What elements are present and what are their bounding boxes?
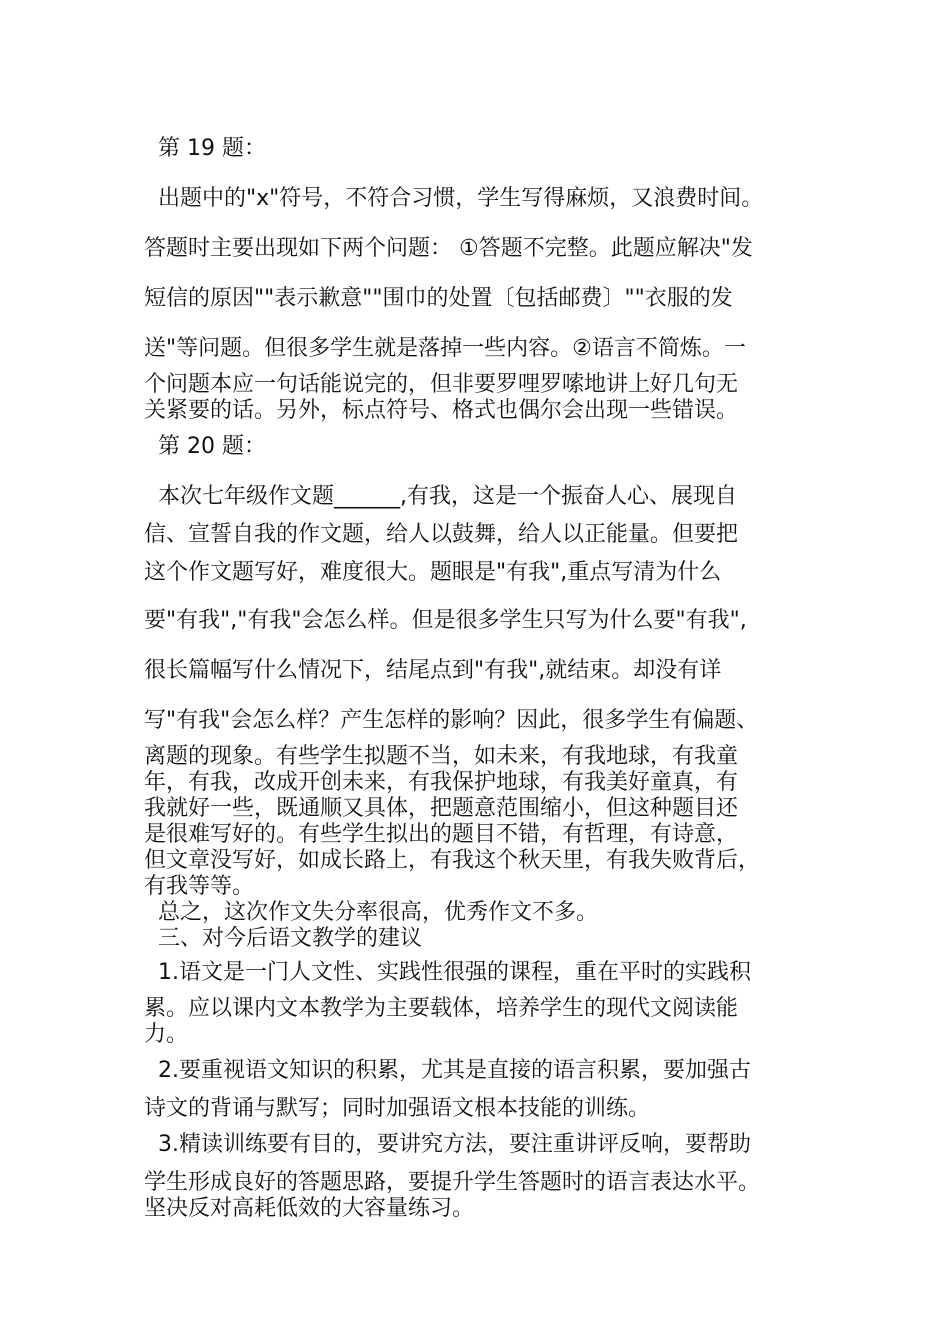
paragraph-line: 短信的原因""表示歉意""围巾的处置〔包括邮费〕""衣服的发 [144,286,733,311]
section-three-heading: 三、对今后语文教学的建议 [144,926,422,951]
paragraph-line: 但文章没写好，如成长路上，有我这个秋天里，有我失败背后， [144,848,761,873]
paragraph-line: 离题的现象。有些学生拟题不当，如未来，有我地球，有我童 [144,744,739,769]
question-20-heading: 第 20 题： [144,434,266,459]
paragraph-line: 个问题本应一句话能说完的，但非要罗哩罗嗦地讲上好几句无 [144,372,739,397]
paragraph-line: 年，有我，改成开创未来，有我保护地球，有我美好童真，有 [144,770,739,795]
paragraph-line: 我就好一些，既通顺又具体，把题意范围缩小，但这种题目还 [144,796,739,821]
paragraph-line: 很长篇幅写什么情况下，结尾点到"有我",就结束。却没有详 [144,658,722,683]
paragraph-line: 要"有我","有我"会怎么样。但是很多学生只写为什么要"有我", [144,608,747,633]
suggestion-1: 1.语文是一门人文性、实践性很强的课程，重在平时的实践积 [144,960,751,985]
paragraph-line: 答题时主要出现如下两个问题： ①答题不完整。此题应解决"发 [144,236,753,261]
summary-line: 总之，这次作文失分率很高，优秀作文不多。 [144,900,598,925]
paragraph-line: 诗文的背诵与默写；同时加强语文根本技能的训练。 [144,1096,651,1121]
paragraph-line: 是很难写好的。有些学生拟出的题目不错，有哲理，有诗意， [144,822,739,847]
paragraph-line: 写"有我"会怎么样？产生怎样的影响？因此，很多学生有偏题、 [144,708,759,733]
paragraph-line: 力。 [144,1022,189,1047]
paragraph-line: 有我等等。 [144,874,255,899]
paragraph-line: 出题中的"x"符号，不符合习惯，学生写得麻烦，又浪费时间。 [144,186,764,211]
question-19-heading: 第 19 题： [144,136,266,161]
suggestion-3: 3.精读训练要有目的，要讲究方法，要注重讲评反响，要帮助 [144,1132,751,1157]
paragraph-line: 这个作文题写好，难度很大。题眼是"有我",重点写清为什么 [144,560,722,585]
paragraph-line: 关紧要的话。另外，标点符号、格式也偶尔会出现一些错误。 [144,398,739,423]
suggestion-2: 2.要重视语文知识的积累，尤其是直接的语言积累，要加强古 [144,1058,751,1083]
paragraph-line: 学生形成良好的答题思路，要提升学生答题时的语言表达水平。 [144,1170,761,1195]
paragraph-line: 坚决反对高耗低效的大容量练习。 [144,1196,475,1221]
paragraph-line: 信、宣誓自我的作文题，给人以鼓舞，给人以正能量。但要把 [144,522,739,547]
paragraph-line: 累。应以课内文本教学为主要载体，培养学生的现代文阅读能 [144,996,739,1021]
paragraph-line: 本次七年级作文题______,有我，这是一个振奋人心、展现自 [144,484,737,509]
paragraph-line: 送"等问题。但很多学生就是落掉一些内容。②语言不简炼。一 [144,336,746,361]
